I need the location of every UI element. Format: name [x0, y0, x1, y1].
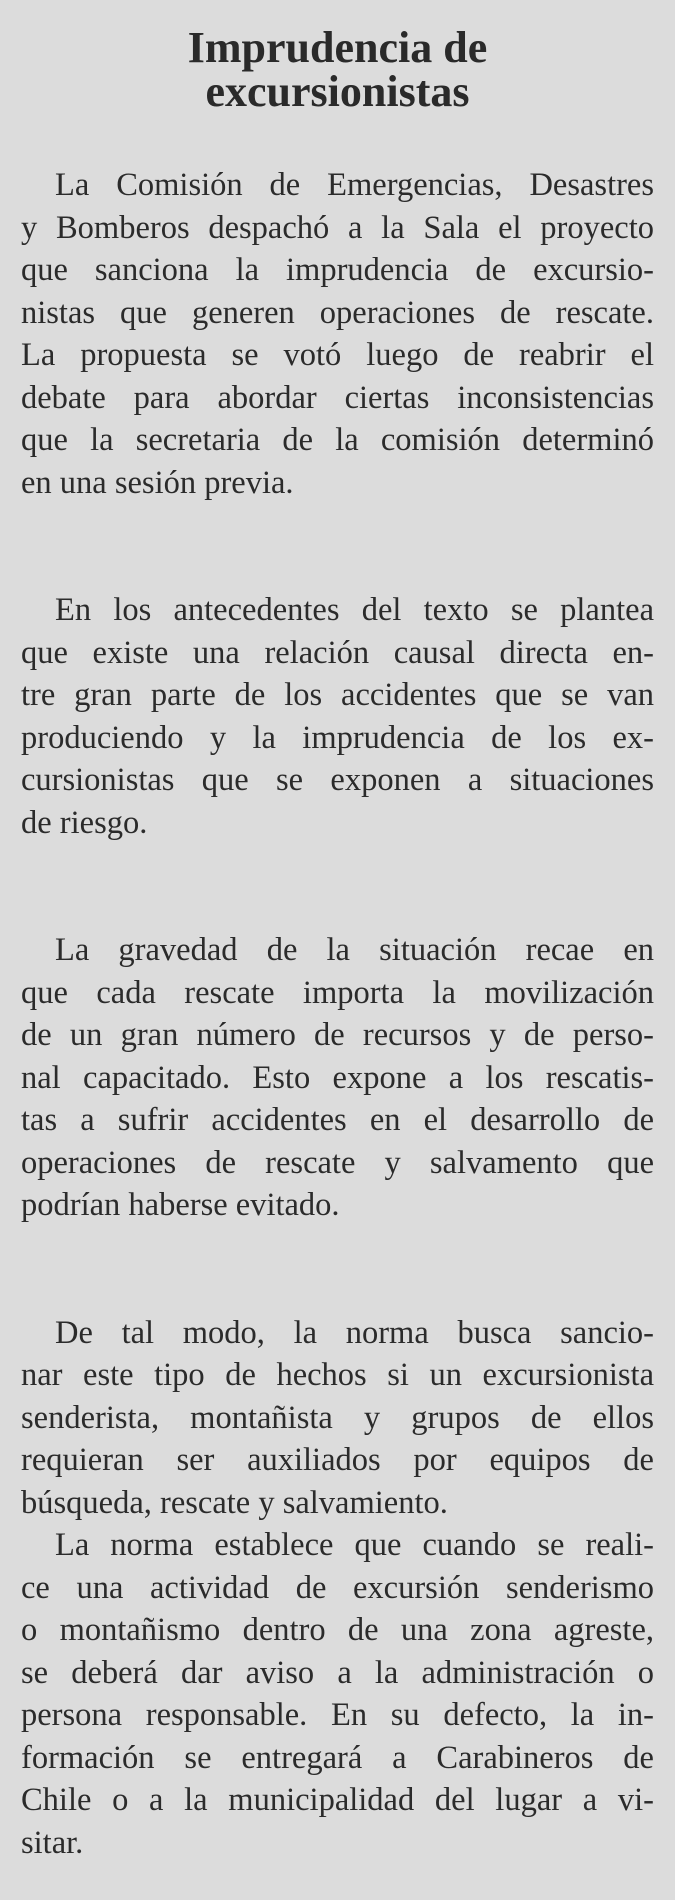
paragraph-line: nal capacitado. Esto expone a los rescatis-: [21, 1059, 654, 1096]
paragraph-line: en una sesión previa.: [21, 464, 294, 501]
paragraph-line: se deberá dar aviso a la administración o: [21, 1654, 654, 1691]
paragraph-line: búsqueda, rescate y salvamiento.: [21, 1484, 448, 1521]
paragraph-line: o montañismo dentro de una zona agreste,: [21, 1612, 654, 1648]
article-title-line-1: Imprudencia de: [187, 23, 488, 72]
paragraph-line: produciendo y la imprudencia de los ex-: [21, 719, 654, 756]
paragraph-3: [21, 929, 654, 1227]
paragraph-line: operaciones de rescate y salvamento que: [21, 1144, 654, 1181]
paragraph-line: tas a sufrir accidentes en el desarrollo de: [21, 1102, 654, 1138]
paragraph-line: La propuesta se votó luego de reabrir el: [21, 337, 654, 373]
paragraph-line: nistas que generen operaciones de rescate.: [21, 294, 654, 331]
paragraph-1: [21, 164, 654, 504]
paragraph-5: [21, 1524, 654, 1864]
paragraph-line: ce una actividad de excursión senderismo: [21, 1569, 654, 1606]
paragraph-line: Chile o a la municipalidad del lugar a vi-: [21, 1782, 654, 1818]
paragraph-line: que la secretaria de la comisión determinó: [21, 422, 654, 458]
paragraph-line: tre gran parte de los accidentes que se van: [21, 677, 654, 713]
article-title-line-2: excursionistas: [205, 67, 470, 116]
paragraph-line: La gravedad de la situación recae en: [55, 932, 654, 968]
paragraph-2: [21, 589, 654, 844]
paragraph-line: En los antecedentes del texto se plantea: [55, 592, 654, 628]
paragraph-line: de riesgo.: [21, 804, 148, 841]
paragraph-line: y Bomberos despachó a la Sala el proyecto: [21, 209, 654, 246]
paragraph-line: requieran ser auxiliados por equipos de: [21, 1442, 654, 1478]
paragraph-line: De tal modo, la norma busca sancio-: [55, 1314, 654, 1351]
paragraph-line: formación se entregará a Carabineros de: [21, 1739, 654, 1776]
paragraph-line: persona responsable. En su defecto, la in-: [21, 1697, 654, 1733]
article-title: [21, 23, 654, 116]
paragraph-line: La Comisión de Emergencias, Desastres: [55, 167, 654, 203]
paragraph-line: La norma establece que cuando se reali-: [55, 1527, 654, 1563]
paragraph-line: nar este tipo de hechos si un excursionista: [21, 1357, 654, 1393]
paragraph-line: de un gran número de recursos y de perso-: [21, 1017, 654, 1053]
paragraph-line: sitar.: [21, 1824, 84, 1861]
paragraph-4: [21, 1312, 654, 1525]
paragraph-line: debate para abordar ciertas inconsistencias: [21, 379, 654, 416]
paragraph-line: cursionistas que se exponen a situaciones: [21, 762, 654, 798]
paragraph-line: que sanciona la imprudencia de excursio-: [21, 252, 654, 288]
paragraph-line: senderista, montañista y grupos de ellos: [21, 1399, 654, 1436]
paragraph-line: podrían haberse evitado.: [21, 1187, 340, 1223]
article-body: [21, 164, 654, 1864]
paragraph-line: que cada rescate importa la movilización: [21, 974, 654, 1011]
paragraph-line: que existe una relación causal directa en-: [21, 634, 654, 671]
